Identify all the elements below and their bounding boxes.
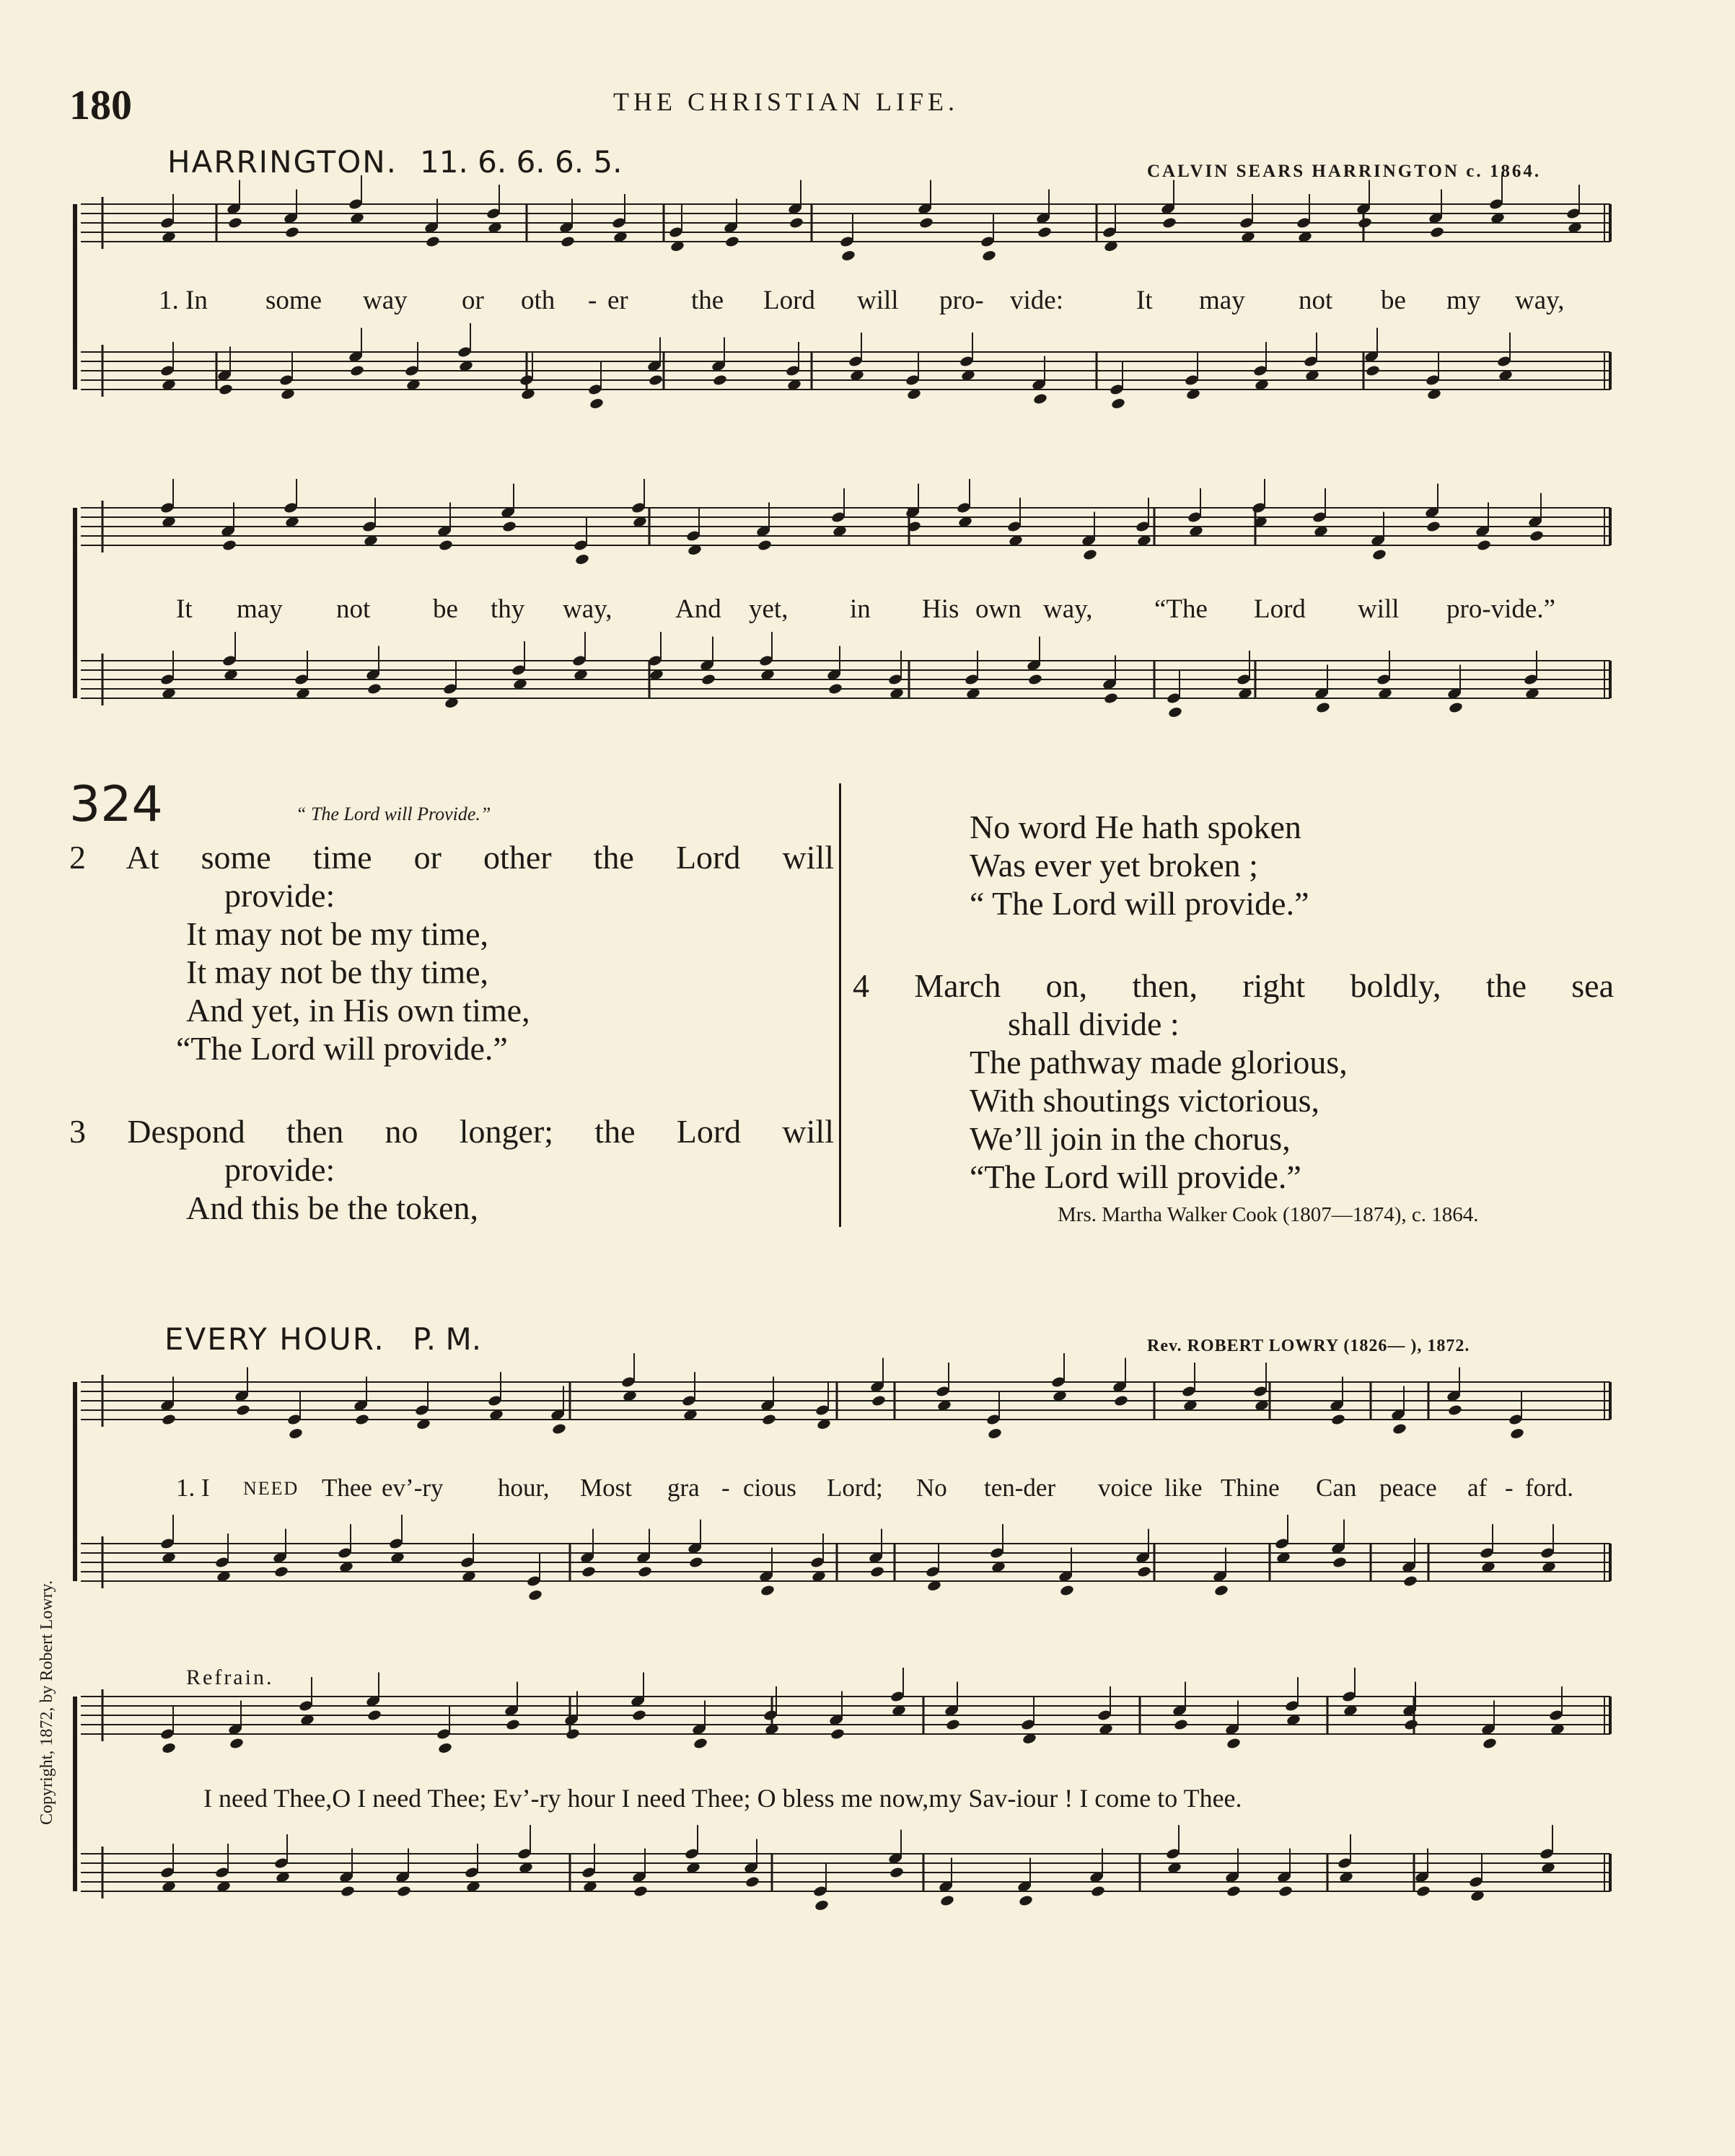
notehead xyxy=(757,539,772,551)
lyric-word: oth xyxy=(521,286,555,315)
notehead xyxy=(789,216,804,229)
verse-line: 3 Despond then no longer; the Lord will xyxy=(69,1113,834,1150)
notehead xyxy=(1032,392,1047,405)
lyric-word: or xyxy=(462,286,484,315)
notehead xyxy=(1018,1894,1033,1906)
notehead xyxy=(161,1742,176,1754)
tune1-meter: 11. 6. 6. 6. 5. xyxy=(420,144,623,180)
verse-line: provide: xyxy=(224,1151,335,1188)
notehead xyxy=(700,673,716,685)
verse-line: 2 At some time or other the Lord will xyxy=(69,839,834,876)
notehead xyxy=(1482,1737,1497,1749)
notehead xyxy=(1448,701,1463,713)
verse-line: “ The Lord will provide.” xyxy=(970,885,1309,922)
lyric-word: pro-vide.” xyxy=(1446,594,1556,624)
verse-line: We’ll join in the chorus, xyxy=(970,1120,1291,1157)
lyric-word: af xyxy=(1467,1474,1488,1502)
notehead xyxy=(688,1556,703,1568)
lyric-word: may xyxy=(237,594,283,624)
verse-2 xyxy=(69,838,834,1068)
notehead xyxy=(1415,1885,1431,1897)
notehead xyxy=(1402,1575,1418,1587)
lyric-word: yet, xyxy=(749,594,789,624)
notehead xyxy=(830,1728,845,1740)
tune1-composer: CALVIN SEARS HARRINGTON c. 1864. xyxy=(1147,162,1542,181)
lyric-word: And xyxy=(675,594,721,624)
notehead xyxy=(871,1394,886,1407)
hymn-number: 324 xyxy=(69,776,163,833)
notehead xyxy=(814,1899,829,1911)
notehead xyxy=(505,1718,520,1730)
notehead xyxy=(1037,226,1052,238)
notehead xyxy=(396,1885,411,1897)
notehead xyxy=(633,1885,648,1897)
lyric-word: be xyxy=(1381,286,1406,315)
notehead xyxy=(438,539,453,551)
notehead xyxy=(761,1413,776,1425)
notehead xyxy=(1426,520,1441,532)
lyric-word: hour, xyxy=(498,1474,550,1502)
lyric-word: way, xyxy=(1043,594,1093,624)
lyric-word: will xyxy=(857,286,899,315)
lyric-word: ford. xyxy=(1525,1474,1574,1502)
notehead xyxy=(1330,1413,1345,1425)
notehead xyxy=(1167,706,1182,718)
hymn-author: Mrs. Martha Walker Cook (1807—1874), c. 1864. xyxy=(1058,1203,1479,1226)
column-divider xyxy=(839,783,841,1227)
lyric-word: ev’-ry xyxy=(382,1474,444,1502)
notehead xyxy=(744,1875,760,1888)
notehead xyxy=(1278,1885,1293,1897)
notehead xyxy=(1315,701,1330,713)
notehead xyxy=(425,235,440,247)
notehead xyxy=(1059,1584,1074,1596)
verse-line: With shoutings victorious, xyxy=(970,1082,1319,1119)
notehead xyxy=(1161,216,1177,229)
tune2-meter: P. M. xyxy=(413,1321,482,1357)
lyric-word: gra xyxy=(667,1474,700,1502)
page-number: 180 xyxy=(69,82,132,128)
notehead xyxy=(1357,216,1372,229)
lyric-word: 1. In xyxy=(159,286,208,315)
lyric-word: not xyxy=(336,594,371,624)
verse-line: “The Lord will provide.” xyxy=(176,1030,508,1067)
lyric-word: It xyxy=(1136,286,1153,315)
verse-line: No word He hath spoken xyxy=(970,809,1301,845)
lyric-word: NEED xyxy=(243,1478,299,1499)
notehead xyxy=(1113,1394,1128,1407)
notehead xyxy=(1226,1885,1241,1897)
tune1-name: HARRINGTON. xyxy=(167,144,398,180)
tune2-lyric-line1 xyxy=(0,1474,1735,1510)
running-head: THE CHRISTIAN LIFE. xyxy=(613,87,959,116)
lyric-word: own xyxy=(975,594,1022,624)
tune2-refrain-lyric: I need Thee,O I need Thee; Ev’-ry hour I need Thee; O bless me now,my Sav-iour ! I come to Thee. xyxy=(203,1784,1242,1813)
verse-4 xyxy=(853,967,1614,1196)
notehead xyxy=(229,1737,244,1749)
notehead xyxy=(589,397,604,410)
lyric-word: 1. I xyxy=(176,1474,210,1502)
notehead xyxy=(1082,548,1097,560)
notehead xyxy=(945,1718,960,1730)
notehead xyxy=(631,1709,646,1721)
lyric-word: “The xyxy=(1154,594,1208,624)
lyric-word: - xyxy=(721,1474,730,1502)
notehead xyxy=(827,682,843,695)
verse-line: shall divide : xyxy=(1008,1006,1180,1042)
notehead xyxy=(227,216,242,229)
notehead xyxy=(354,1413,369,1425)
notehead xyxy=(889,1866,904,1878)
notehead xyxy=(1110,397,1125,410)
lyric-word: Lord; xyxy=(827,1474,883,1502)
lyric-word: voice xyxy=(1098,1474,1153,1502)
lyric-word: my xyxy=(1446,286,1481,315)
notehead xyxy=(693,1737,708,1749)
verse-line: It may not be my time, xyxy=(186,915,489,952)
lyric-word: ten-der xyxy=(984,1474,1056,1502)
refrain-label: Refrain. xyxy=(186,1666,274,1689)
lyric-word: - xyxy=(1505,1474,1514,1502)
notehead xyxy=(218,383,233,395)
lyric-word: cious xyxy=(743,1474,796,1502)
copyright-notice: Copyright, 1872, by Robert Lowry. xyxy=(38,1580,56,1825)
lyric-word: er xyxy=(607,286,628,315)
notehead xyxy=(1103,692,1118,704)
lyric-word: way, xyxy=(563,594,612,624)
verse-line: 4 March on, then, right boldly, the sea xyxy=(853,967,1614,1004)
notehead xyxy=(981,250,996,262)
notehead xyxy=(161,1413,176,1425)
lyric-word: way, xyxy=(1515,286,1565,315)
lyric-word: Most xyxy=(580,1474,632,1502)
notehead xyxy=(366,1709,382,1721)
notehead xyxy=(712,374,727,386)
lyric-word: like xyxy=(1164,1474,1203,1502)
notehead xyxy=(1173,1718,1188,1730)
verse-line: The pathway made glorious, xyxy=(970,1044,1348,1081)
tune1-lyric-line2 xyxy=(0,594,1735,630)
notehead xyxy=(288,1427,303,1440)
lyric-word: thy xyxy=(491,594,525,624)
tune2-composer: Rev. ROBERT LOWRY (1826— ), 1872. xyxy=(1147,1337,1470,1355)
lyric-word: peace xyxy=(1379,1474,1437,1502)
notehead xyxy=(221,539,237,551)
hymn-subtitle: “ The Lord will Provide.” xyxy=(296,804,491,824)
notehead xyxy=(1403,1718,1418,1730)
notehead xyxy=(437,1742,452,1754)
notehead xyxy=(527,1589,543,1601)
lyric-word: may xyxy=(1199,286,1245,315)
verse-3-continued xyxy=(970,808,1619,923)
notehead xyxy=(1365,364,1380,377)
notehead xyxy=(648,374,663,386)
notehead xyxy=(340,1885,355,1897)
notehead xyxy=(235,1404,250,1416)
lyric-word: will xyxy=(1358,594,1400,624)
notehead xyxy=(551,1422,566,1435)
lyric-word: Can xyxy=(1316,1474,1357,1502)
notehead xyxy=(840,250,856,262)
lyric-word: Lord xyxy=(763,286,815,315)
notehead xyxy=(939,1894,954,1906)
notehead xyxy=(760,1584,775,1596)
notehead xyxy=(918,216,934,229)
notehead xyxy=(1090,1885,1105,1897)
notehead xyxy=(349,364,364,377)
notehead xyxy=(565,1728,580,1740)
notehead xyxy=(574,553,589,566)
notehead xyxy=(581,1565,596,1578)
lyric-word: not xyxy=(1299,286,1333,315)
lyric-word: the xyxy=(691,286,724,315)
verse-3 xyxy=(69,1112,834,1227)
lyric-word: some xyxy=(265,286,322,315)
verse-line: And this be the token, xyxy=(186,1189,478,1226)
verse-line: Was ever yet broken ; xyxy=(970,847,1258,884)
lyric-word: in xyxy=(850,594,871,624)
notehead xyxy=(1027,673,1042,685)
verse-line: “The Lord will provide.” xyxy=(970,1158,1301,1195)
notehead xyxy=(1429,226,1444,238)
lyric-word: vide: xyxy=(1010,286,1063,315)
notehead xyxy=(1226,1737,1241,1749)
lyric-word: No xyxy=(916,1474,947,1502)
notehead xyxy=(560,235,575,247)
notehead xyxy=(637,1565,652,1578)
notehead xyxy=(273,1565,289,1578)
lyric-word: His xyxy=(922,594,959,624)
lyric-word: Lord xyxy=(1254,594,1306,624)
notehead xyxy=(987,1427,1002,1440)
notehead xyxy=(1371,548,1387,560)
notehead xyxy=(1392,1422,1407,1435)
notehead xyxy=(869,1565,884,1578)
notehead xyxy=(1476,539,1491,551)
notehead xyxy=(366,682,382,695)
lyric-word: Thee xyxy=(322,1474,372,1502)
notehead xyxy=(1509,1427,1524,1440)
verse-line: And yet, in His own time, xyxy=(186,992,530,1029)
notehead xyxy=(1213,1584,1229,1596)
tune2-name: EVERY HOUR. xyxy=(164,1321,385,1357)
notehead xyxy=(724,235,739,247)
tune1-lyric-line1 xyxy=(0,285,1735,321)
notehead xyxy=(1529,529,1544,542)
notehead xyxy=(1136,1565,1151,1578)
notehead xyxy=(1447,1404,1462,1416)
lyric-word: It xyxy=(176,594,193,624)
notehead xyxy=(1332,1556,1347,1568)
lyric-word: be xyxy=(433,594,458,624)
lyric-word: pro- xyxy=(939,286,984,315)
notehead xyxy=(501,520,517,532)
lyric-word: way xyxy=(363,286,408,315)
lyric-word: Thine xyxy=(1221,1474,1280,1502)
verse-line: provide: xyxy=(224,877,335,914)
notehead xyxy=(284,226,299,238)
lyric-word: - xyxy=(588,286,597,315)
verse-line: It may not be thy time, xyxy=(186,954,489,990)
